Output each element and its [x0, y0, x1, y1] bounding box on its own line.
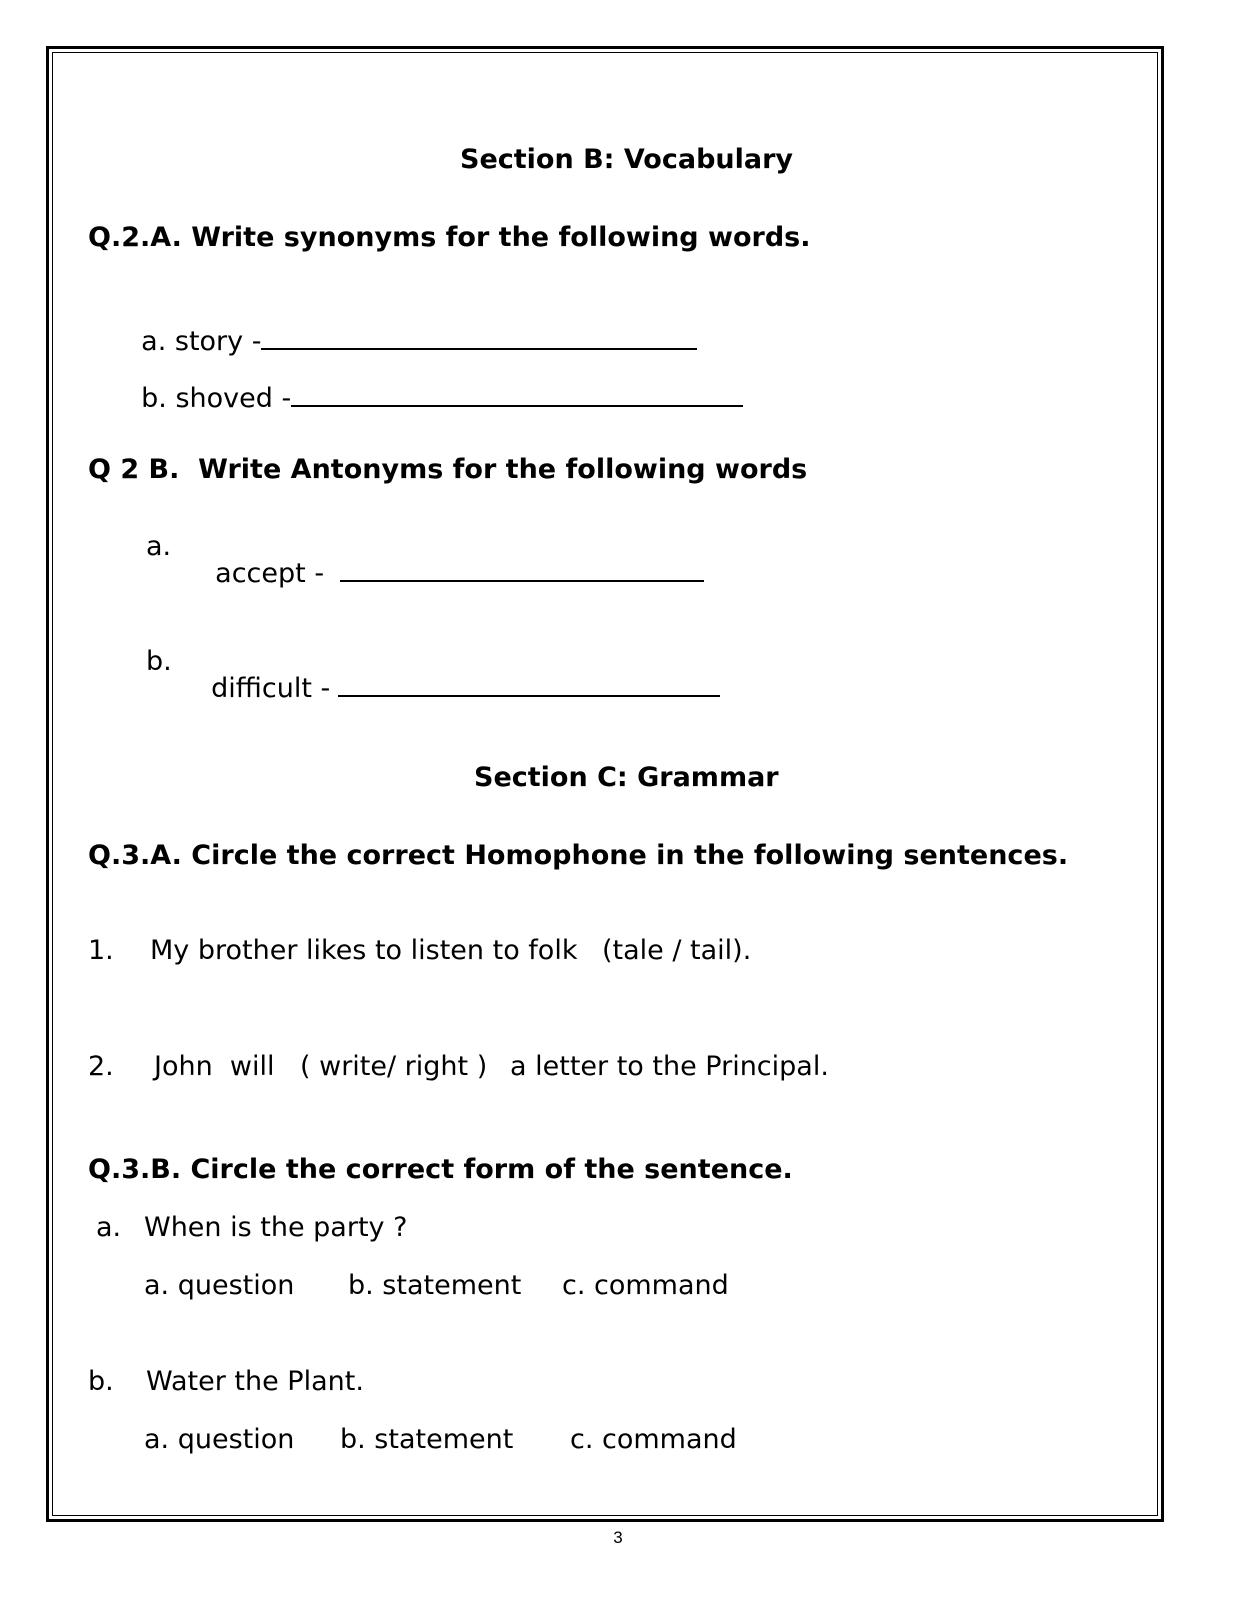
q3b-item-a-choice-statement[interactable]: b. statement [348, 1270, 522, 1301]
q2b-prompt: Q 2 B. Write Antonyms for the following words [88, 454, 808, 485]
q3b-prompt: Q.3.B. Circle the correct form of the sentence. [88, 1154, 793, 1185]
q2b-item-b-marker: b. [146, 646, 172, 677]
page-number: 3 [613, 1528, 623, 1547]
q3b-item-a-sentence: When is the party ? [144, 1212, 408, 1243]
q2a-item-a [124, 301, 697, 355]
q2a-item-b-label: b. shoved - [141, 383, 292, 414]
q3b-item-a-marker: a. [96, 1212, 122, 1243]
q2a-prompt: Q.2.A. Write synonyms for the following words. [88, 222, 811, 253]
q2b-item-a-label: accept - [215, 558, 325, 589]
section-b-title: Section B: Vocabulary [460, 144, 794, 175]
q2b-item-b-label: difficult - [211, 673, 331, 704]
section-c-title: Section C: Grammar [474, 762, 779, 793]
q3a-item-2-sentence-start: John will [154, 1051, 275, 1082]
q3a-item-2-sentence-end: a letter to the Principal. [510, 1051, 829, 1082]
q2b-item-a-answer-line[interactable] [340, 579, 704, 582]
q3a-item-2-number: 2. [88, 1051, 114, 1082]
q2a-item-b-answer-line[interactable] [291, 404, 743, 407]
q3b-item-b-choice-statement[interactable]: b. statement [340, 1424, 514, 1455]
q3a-item-2-options[interactable]: ( write/ right ) [300, 1051, 488, 1082]
q2b-item-b [194, 648, 720, 702]
q2a-item-a-label: a. story - [141, 326, 262, 357]
q3b-item-b-choice-question[interactable]: a. question [144, 1424, 295, 1455]
q2a-item-b [124, 358, 743, 412]
q3a-item-1-number: 1. [88, 935, 114, 966]
q2b-item-a-marker: a. [146, 531, 172, 562]
q3b-item-a-choice-question[interactable]: a. question [144, 1270, 295, 1301]
q3a-item-1-sentence: My brother likes to listen to folk [150, 935, 578, 966]
q3b-item-b-choice-command[interactable]: c. command [570, 1424, 737, 1455]
q3a-item-1-options[interactable]: (tale / tail). [602, 935, 752, 966]
q3b-item-b-sentence: Water the Plant. [146, 1366, 364, 1397]
q3b-item-a-choice-command[interactable]: c. command [562, 1270, 729, 1301]
q3b-item-b-marker: b. [88, 1366, 114, 1397]
q2b-item-b-answer-line[interactable] [338, 694, 720, 697]
q2b-item-a [198, 533, 704, 587]
q3a-prompt: Q.3.A. Circle the correct Homophone in the following sentences. [88, 840, 1069, 871]
q2a-item-a-answer-line[interactable] [261, 347, 697, 350]
